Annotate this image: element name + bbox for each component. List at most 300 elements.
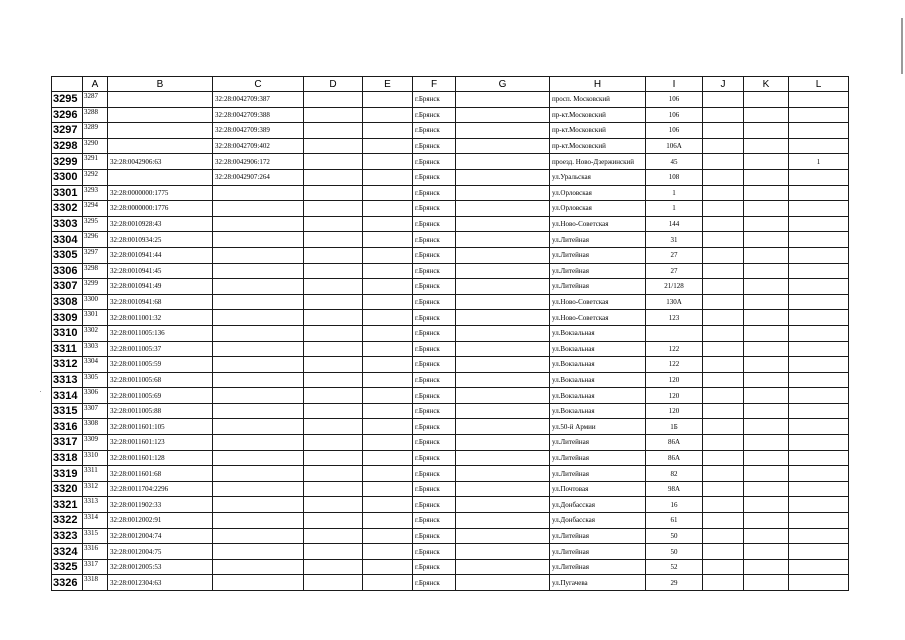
cell-f-city[interactable]: г.Брянск — [413, 279, 456, 295]
row-number[interactable]: 3304 — [52, 232, 83, 248]
row-number[interactable]: 3324 — [52, 544, 83, 560]
cell-c-cadastral-number[interactable] — [213, 544, 304, 560]
cell-b-cadastral-number[interactable]: 32:28:0010941:49 — [108, 279, 213, 295]
cell-h-street[interactable]: ул.Ново-Советская — [550, 310, 646, 326]
row-number[interactable]: 3318 — [52, 450, 83, 466]
cell-a-index[interactable]: 3304 — [83, 357, 108, 373]
cell-j[interactable] — [703, 92, 744, 108]
row-number[interactable]: 3303 — [52, 216, 83, 232]
cell-g[interactable] — [456, 528, 550, 544]
column-header-d[interactable]: D — [304, 77, 363, 92]
cell-g[interactable] — [456, 123, 550, 139]
cell-j[interactable] — [703, 575, 744, 591]
cell-l[interactable] — [789, 232, 849, 248]
row-number[interactable]: 3302 — [52, 201, 83, 217]
row-number[interactable]: 3310 — [52, 325, 83, 341]
cell-a-index[interactable]: 3293 — [83, 185, 108, 201]
cell-f-city[interactable]: г.Брянск — [413, 107, 456, 123]
cell-d[interactable] — [304, 497, 363, 513]
cell-l[interactable] — [789, 107, 849, 123]
cell-l[interactable] — [789, 357, 849, 373]
cell-l[interactable] — [789, 559, 849, 575]
cell-l[interactable] — [789, 123, 849, 139]
cell-d[interactable] — [304, 310, 363, 326]
cell-k[interactable] — [744, 497, 789, 513]
cell-j[interactable] — [703, 279, 744, 295]
cell-k[interactable] — [744, 185, 789, 201]
cell-i-house-number[interactable]: 144 — [646, 216, 703, 232]
cell-b-cadastral-number[interactable] — [108, 169, 213, 185]
cell-j[interactable] — [703, 388, 744, 404]
cell-h-street[interactable]: ул.Литейная — [550, 435, 646, 451]
cell-h-street[interactable]: пр-кт.Московский — [550, 138, 646, 154]
cell-d[interactable] — [304, 481, 363, 497]
cell-e[interactable] — [363, 247, 413, 263]
cell-e[interactable] — [363, 481, 413, 497]
cell-g[interactable] — [456, 481, 550, 497]
cell-b-cadastral-number[interactable]: 32:28:0011005:37 — [108, 341, 213, 357]
cell-j[interactable] — [703, 154, 744, 170]
cell-e[interactable] — [363, 92, 413, 108]
cell-b-cadastral-number[interactable]: 32:28:0011601:68 — [108, 466, 213, 482]
cell-k[interactable] — [744, 279, 789, 295]
cell-l[interactable] — [789, 341, 849, 357]
cell-i-house-number[interactable]: 130А — [646, 294, 703, 310]
cell-l[interactable] — [789, 185, 849, 201]
cell-i-house-number[interactable]: 108 — [646, 169, 703, 185]
cell-c-cadastral-number[interactable] — [213, 419, 304, 435]
cell-a-index[interactable]: 3306 — [83, 388, 108, 404]
cell-h-street[interactable]: ул.Вокзальная — [550, 357, 646, 373]
row-number[interactable]: 3320 — [52, 481, 83, 497]
cell-k[interactable] — [744, 201, 789, 217]
cell-d[interactable] — [304, 575, 363, 591]
cell-e[interactable] — [363, 544, 413, 560]
row-number[interactable]: 3321 — [52, 497, 83, 513]
cell-e[interactable] — [363, 419, 413, 435]
cell-h-street[interactable]: ул.Литейная — [550, 232, 646, 248]
cell-b-cadastral-number[interactable]: 32:28:0012004:75 — [108, 544, 213, 560]
cell-d[interactable] — [304, 357, 363, 373]
cell-k[interactable] — [744, 575, 789, 591]
row-number[interactable]: 3295 — [52, 92, 83, 108]
cell-g[interactable] — [456, 232, 550, 248]
cell-f-city[interactable]: г.Брянск — [413, 294, 456, 310]
cell-i-house-number[interactable]: 61 — [646, 513, 703, 529]
cell-c-cadastral-number[interactable] — [213, 263, 304, 279]
cell-d[interactable] — [304, 92, 363, 108]
cell-h-street[interactable]: ул.Донбасская — [550, 497, 646, 513]
row-number[interactable]: 3297 — [52, 123, 83, 139]
cell-b-cadastral-number[interactable]: 32:28:0011601:105 — [108, 419, 213, 435]
cell-j[interactable] — [703, 138, 744, 154]
cell-f-city[interactable]: г.Брянск — [413, 185, 456, 201]
cell-i-house-number[interactable]: 31 — [646, 232, 703, 248]
row-number[interactable]: 3322 — [52, 513, 83, 529]
row-number[interactable]: 3308 — [52, 294, 83, 310]
cell-a-index[interactable]: 3316 — [83, 544, 108, 560]
cell-a-index[interactable]: 3287 — [83, 92, 108, 108]
cell-i-house-number[interactable]: 21/128 — [646, 279, 703, 295]
cell-d[interactable] — [304, 341, 363, 357]
cell-g[interactable] — [456, 341, 550, 357]
cell-a-index[interactable]: 3302 — [83, 325, 108, 341]
cell-h-street[interactable]: ул.Вокзальная — [550, 372, 646, 388]
cell-k[interactable] — [744, 263, 789, 279]
cell-j[interactable] — [703, 481, 744, 497]
row-number[interactable]: 3306 — [52, 263, 83, 279]
cell-k[interactable] — [744, 435, 789, 451]
cell-k[interactable] — [744, 216, 789, 232]
row-number[interactable]: 3296 — [52, 107, 83, 123]
cell-f-city[interactable]: г.Брянск — [413, 247, 456, 263]
cell-k[interactable] — [744, 450, 789, 466]
cell-g[interactable] — [456, 435, 550, 451]
cell-j[interactable] — [703, 232, 744, 248]
cell-h-street[interactable]: ул.Донбасская — [550, 513, 646, 529]
cell-c-cadastral-number[interactable] — [213, 247, 304, 263]
cell-d[interactable] — [304, 435, 363, 451]
cell-i-house-number[interactable]: 86А — [646, 435, 703, 451]
cell-i-house-number[interactable]: 120 — [646, 403, 703, 419]
cell-j[interactable] — [703, 403, 744, 419]
cell-j[interactable] — [703, 185, 744, 201]
cell-j[interactable] — [703, 450, 744, 466]
cell-l[interactable] — [789, 419, 849, 435]
cell-k[interactable] — [744, 169, 789, 185]
cell-h-street[interactable]: ул.Вокзальная — [550, 341, 646, 357]
cell-j[interactable] — [703, 466, 744, 482]
cell-j[interactable] — [703, 325, 744, 341]
cell-a-index[interactable]: 3312 — [83, 481, 108, 497]
cell-d[interactable] — [304, 279, 363, 295]
cell-h-street[interactable]: ул.Литейная — [550, 263, 646, 279]
cell-a-index[interactable]: 3309 — [83, 435, 108, 451]
row-number[interactable]: 3323 — [52, 528, 83, 544]
cell-g[interactable] — [456, 294, 550, 310]
cell-d[interactable] — [304, 544, 363, 560]
cell-h-street[interactable]: ул.Вокзальная — [550, 388, 646, 404]
row-number[interactable]: 3312 — [52, 357, 83, 373]
cell-g[interactable] — [456, 419, 550, 435]
cell-c-cadastral-number[interactable] — [213, 403, 304, 419]
row-number[interactable]: 3319 — [52, 466, 83, 482]
cell-d[interactable] — [304, 201, 363, 217]
row-number[interactable]: 3315 — [52, 403, 83, 419]
cell-e[interactable] — [363, 435, 413, 451]
cell-b-cadastral-number[interactable]: 32:28:0011005:88 — [108, 403, 213, 419]
cell-b-cadastral-number[interactable]: 32:28:0012002:91 — [108, 513, 213, 529]
cell-g[interactable] — [456, 154, 550, 170]
row-number[interactable]: 3311 — [52, 341, 83, 357]
cell-f-city[interactable]: г.Брянск — [413, 481, 456, 497]
cell-e[interactable] — [363, 279, 413, 295]
cell-f-city[interactable]: г.Брянск — [413, 450, 456, 466]
cell-g[interactable] — [456, 310, 550, 326]
cell-h-street[interactable]: ул.Литейная — [550, 528, 646, 544]
cell-h-street[interactable]: ул.Ново-Советская — [550, 294, 646, 310]
cell-d[interactable] — [304, 216, 363, 232]
cell-b-cadastral-number[interactable] — [108, 138, 213, 154]
cell-j[interactable] — [703, 544, 744, 560]
cell-j[interactable] — [703, 247, 744, 263]
cell-l[interactable] — [789, 435, 849, 451]
cell-d[interactable] — [304, 388, 363, 404]
cell-f-city[interactable]: г.Брянск — [413, 169, 456, 185]
cell-f-city[interactable]: г.Брянск — [413, 497, 456, 513]
cell-c-cadastral-number[interactable] — [213, 497, 304, 513]
cell-c-cadastral-number[interactable]: 32:28:0042907:264 — [213, 169, 304, 185]
cell-i-house-number[interactable]: 106 — [646, 92, 703, 108]
cell-l[interactable] — [789, 92, 849, 108]
cell-l[interactable] — [789, 201, 849, 217]
cell-c-cadastral-number[interactable] — [213, 466, 304, 482]
cell-f-city[interactable]: г.Брянск — [413, 123, 456, 139]
cell-b-cadastral-number[interactable]: 32:28:0000000:1775 — [108, 185, 213, 201]
cell-k[interactable] — [744, 154, 789, 170]
column-header-a[interactable]: A — [83, 77, 108, 92]
cell-c-cadastral-number[interactable]: 32:28:0042709:387 — [213, 92, 304, 108]
cell-g[interactable] — [456, 575, 550, 591]
cell-a-index[interactable]: 3313 — [83, 497, 108, 513]
cell-g[interactable] — [456, 559, 550, 575]
cell-a-index[interactable]: 3288 — [83, 107, 108, 123]
row-number[interactable]: 3307 — [52, 279, 83, 295]
cell-i-house-number[interactable]: 1 — [646, 201, 703, 217]
cell-e[interactable] — [363, 513, 413, 529]
cell-e[interactable] — [363, 388, 413, 404]
cell-e[interactable] — [363, 341, 413, 357]
cell-f-city[interactable]: г.Брянск — [413, 559, 456, 575]
cell-j[interactable] — [703, 310, 744, 326]
row-number[interactable]: 3313 — [52, 372, 83, 388]
cell-a-index[interactable]: 3305 — [83, 372, 108, 388]
cell-k[interactable] — [744, 419, 789, 435]
cell-f-city[interactable]: г.Брянск — [413, 201, 456, 217]
cell-i-house-number[interactable]: 52 — [646, 559, 703, 575]
cell-i-house-number[interactable]: 27 — [646, 263, 703, 279]
cell-d[interactable] — [304, 513, 363, 529]
cell-g[interactable] — [456, 216, 550, 232]
cell-d[interactable] — [304, 325, 363, 341]
cell-b-cadastral-number[interactable]: 32:28:0000000:1776 — [108, 201, 213, 217]
cell-c-cadastral-number[interactable]: 32:28:0042709:389 — [213, 123, 304, 139]
cell-a-index[interactable]: 3299 — [83, 279, 108, 295]
cell-l[interactable]: 1 — [789, 154, 849, 170]
cell-k[interactable] — [744, 294, 789, 310]
cell-c-cadastral-number[interactable] — [213, 388, 304, 404]
cell-l[interactable] — [789, 513, 849, 529]
cell-d[interactable] — [304, 107, 363, 123]
cell-d[interactable] — [304, 372, 363, 388]
cell-j[interactable] — [703, 528, 744, 544]
cell-e[interactable] — [363, 403, 413, 419]
cell-a-index[interactable]: 3289 — [83, 123, 108, 139]
cell-k[interactable] — [744, 544, 789, 560]
cell-d[interactable] — [304, 528, 363, 544]
cell-f-city[interactable]: г.Брянск — [413, 513, 456, 529]
cell-d[interactable] — [304, 169, 363, 185]
cell-f-city[interactable]: г.Брянск — [413, 419, 456, 435]
cell-a-index[interactable]: 3310 — [83, 450, 108, 466]
cell-d[interactable] — [304, 154, 363, 170]
cell-c-cadastral-number[interactable] — [213, 575, 304, 591]
cell-b-cadastral-number[interactable]: 32:28:0010941:68 — [108, 294, 213, 310]
cell-l[interactable] — [789, 481, 849, 497]
cell-a-index[interactable]: 3300 — [83, 294, 108, 310]
cell-a-index[interactable]: 3318 — [83, 575, 108, 591]
row-number[interactable]: 3314 — [52, 388, 83, 404]
cell-b-cadastral-number[interactable] — [108, 107, 213, 123]
cell-e[interactable] — [363, 575, 413, 591]
cell-k[interactable] — [744, 92, 789, 108]
cell-f-city[interactable]: г.Брянск — [413, 216, 456, 232]
cell-g[interactable] — [456, 138, 550, 154]
cell-b-cadastral-number[interactable]: 32:28:0011005:69 — [108, 388, 213, 404]
cell-i-house-number[interactable]: 106 — [646, 107, 703, 123]
cell-b-cadastral-number[interactable]: 32:28:0011902:33 — [108, 497, 213, 513]
cell-e[interactable] — [363, 232, 413, 248]
cell-h-street[interactable]: ул.Уральская — [550, 169, 646, 185]
cell-b-cadastral-number[interactable] — [108, 92, 213, 108]
cell-i-house-number[interactable]: 50 — [646, 544, 703, 560]
cell-i-house-number[interactable]: 98А — [646, 481, 703, 497]
cell-e[interactable] — [363, 138, 413, 154]
cell-f-city[interactable]: г.Брянск — [413, 341, 456, 357]
cell-i-house-number[interactable]: 106А — [646, 138, 703, 154]
cell-c-cadastral-number[interactable] — [213, 294, 304, 310]
cell-e[interactable] — [363, 185, 413, 201]
cell-g[interactable] — [456, 247, 550, 263]
cell-f-city[interactable]: г.Брянск — [413, 435, 456, 451]
cell-g[interactable] — [456, 279, 550, 295]
cell-k[interactable] — [744, 559, 789, 575]
cell-b-cadastral-number[interactable]: 32:28:0010934:25 — [108, 232, 213, 248]
cell-b-cadastral-number[interactable]: 32:28:0010928:43 — [108, 216, 213, 232]
cell-i-house-number[interactable]: 122 — [646, 341, 703, 357]
cell-c-cadastral-number[interactable]: 32:28:0042709:402 — [213, 138, 304, 154]
cell-l[interactable] — [789, 247, 849, 263]
cell-e[interactable] — [363, 201, 413, 217]
column-header-f[interactable]: F — [413, 77, 456, 92]
cell-l[interactable] — [789, 294, 849, 310]
cell-k[interactable] — [744, 513, 789, 529]
cell-j[interactable] — [703, 513, 744, 529]
cell-b-cadastral-number[interactable]: 32:28:0012005:53 — [108, 559, 213, 575]
cell-e[interactable] — [363, 263, 413, 279]
cell-f-city[interactable]: г.Брянск — [413, 92, 456, 108]
cell-l[interactable] — [789, 497, 849, 513]
cell-a-index[interactable]: 3307 — [83, 403, 108, 419]
cell-h-street[interactable]: ул.Пугачева — [550, 575, 646, 591]
cell-i-house-number[interactable]: 120 — [646, 372, 703, 388]
cell-e[interactable] — [363, 528, 413, 544]
cell-j[interactable] — [703, 169, 744, 185]
cell-l[interactable] — [789, 388, 849, 404]
cell-f-city[interactable]: г.Брянск — [413, 403, 456, 419]
cell-e[interactable] — [363, 169, 413, 185]
cell-b-cadastral-number[interactable]: 32:28:0011704:2296 — [108, 481, 213, 497]
cell-l[interactable] — [789, 372, 849, 388]
row-number[interactable]: 3301 — [52, 185, 83, 201]
column-header-l[interactable]: L — [789, 77, 849, 92]
column-header-c[interactable]: C — [213, 77, 304, 92]
cell-d[interactable] — [304, 559, 363, 575]
cell-l[interactable] — [789, 528, 849, 544]
cell-g[interactable] — [456, 325, 550, 341]
cell-c-cadastral-number[interactable] — [213, 185, 304, 201]
cell-k[interactable] — [744, 388, 789, 404]
cell-d[interactable] — [304, 123, 363, 139]
cell-l[interactable] — [789, 544, 849, 560]
column-header-e[interactable]: E — [363, 77, 413, 92]
corner-cell[interactable] — [52, 77, 83, 92]
cell-h-street[interactable]: просп. Московский — [550, 92, 646, 108]
cell-e[interactable] — [363, 497, 413, 513]
cell-g[interactable] — [456, 544, 550, 560]
cell-i-house-number[interactable]: 120 — [646, 388, 703, 404]
cell-a-index[interactable]: 3291 — [83, 154, 108, 170]
cell-f-city[interactable]: г.Брянск — [413, 325, 456, 341]
cell-h-street[interactable]: ул.Почтовая — [550, 481, 646, 497]
cell-g[interactable] — [456, 201, 550, 217]
cell-l[interactable] — [789, 169, 849, 185]
cell-f-city[interactable]: г.Брянск — [413, 372, 456, 388]
cell-f-city[interactable]: г.Брянск — [413, 388, 456, 404]
cell-c-cadastral-number[interactable]: 32:28:0042709:388 — [213, 107, 304, 123]
cell-h-street[interactable]: ул.Литейная — [550, 247, 646, 263]
cell-h-street[interactable]: ул.Вокзальная — [550, 403, 646, 419]
cell-i-house-number[interactable]: 122 — [646, 357, 703, 373]
cell-c-cadastral-number[interactable] — [213, 325, 304, 341]
cell-k[interactable] — [744, 466, 789, 482]
cell-a-index[interactable]: 3295 — [83, 216, 108, 232]
cell-f-city[interactable]: г.Брянск — [413, 138, 456, 154]
cell-j[interactable] — [703, 372, 744, 388]
cell-g[interactable] — [456, 169, 550, 185]
cell-a-index[interactable]: 3301 — [83, 310, 108, 326]
cell-l[interactable] — [789, 216, 849, 232]
cell-c-cadastral-number[interactable] — [213, 450, 304, 466]
cell-i-house-number[interactable]: 86А — [646, 450, 703, 466]
cell-f-city[interactable]: г.Брянск — [413, 232, 456, 248]
column-header-j[interactable]: J — [703, 77, 744, 92]
cell-e[interactable] — [363, 466, 413, 482]
cell-b-cadastral-number[interactable]: 32:28:0011005:68 — [108, 372, 213, 388]
cell-c-cadastral-number[interactable]: 32:28:0042906:172 — [213, 154, 304, 170]
cell-i-house-number[interactable]: 123 — [646, 310, 703, 326]
cell-b-cadastral-number[interactable]: 32:28:0012304:63 — [108, 575, 213, 591]
cell-c-cadastral-number[interactable] — [213, 279, 304, 295]
cell-k[interactable] — [744, 247, 789, 263]
cell-a-index[interactable]: 3315 — [83, 528, 108, 544]
cell-e[interactable] — [363, 357, 413, 373]
cell-k[interactable] — [744, 481, 789, 497]
row-number[interactable]: 3326 — [52, 575, 83, 591]
cell-b-cadastral-number[interactable] — [108, 123, 213, 139]
cell-g[interactable] — [456, 263, 550, 279]
cell-j[interactable] — [703, 216, 744, 232]
cell-f-city[interactable]: г.Брянск — [413, 575, 456, 591]
cell-b-cadastral-number[interactable]: 32:28:0011005:136 — [108, 325, 213, 341]
cell-a-index[interactable]: 3298 — [83, 263, 108, 279]
cell-k[interactable] — [744, 325, 789, 341]
cell-a-index[interactable]: 3308 — [83, 419, 108, 435]
cell-j[interactable] — [703, 419, 744, 435]
cell-a-index[interactable]: 3292 — [83, 169, 108, 185]
cell-e[interactable] — [363, 559, 413, 575]
cell-h-street[interactable]: пр-кт.Московский — [550, 123, 646, 139]
